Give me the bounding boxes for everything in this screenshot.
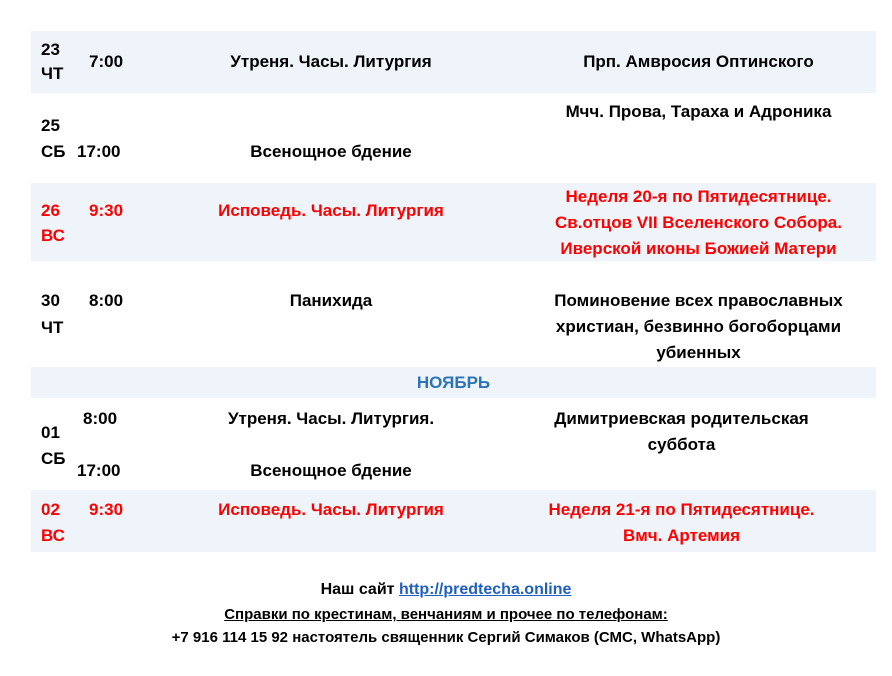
month-header-row — [31, 367, 876, 398]
row-service-second: Всенощное бдение — [250, 461, 412, 480]
schedule-row-23 — [31, 31, 876, 93]
schedule-row-01 — [31, 398, 876, 490]
row-weekday: СБ — [41, 142, 66, 161]
row-weekday: ЧТ — [41, 318, 64, 337]
row-service: Исповедь. Часы. Литургия — [218, 201, 444, 220]
schedule-row-25 — [31, 93, 876, 183]
row-feast-line: Димитриевская родительская — [554, 409, 809, 428]
contact-line — [0, 626, 892, 650]
row-service: Исповедь. Часы. Литургия — [218, 500, 444, 519]
row-weekday: ВС — [41, 226, 65, 245]
site-link[interactable]: http://predtecha.online — [398, 581, 572, 598]
info-text: Справки по крестинам, венчаниям и прочее по телефонам: — [224, 606, 668, 623]
schedule-row-02 — [31, 490, 876, 552]
row-day: 26 — [41, 201, 60, 220]
row-feast-line: Мчч. Прова, Тараха и Адроника — [565, 102, 832, 121]
row-time: 17:00 — [77, 142, 121, 161]
info-line — [0, 603, 892, 627]
schedule-row-26 — [31, 183, 876, 261]
row-feast-line: убиенных — [656, 343, 741, 362]
month-header: НОЯБРЬ — [416, 373, 491, 392]
row-time-second: 17:00 — [77, 461, 121, 480]
row-day: 30 — [41, 291, 60, 310]
row-feast-line: Неделя 21-я по Пятидесятнице. — [548, 500, 815, 519]
row-day: 23 — [41, 40, 60, 59]
row-feast-line: Иверской иконы Божией Матери — [560, 239, 837, 258]
row-feast-line: Неделя 20-я по Пятидесятнице. — [565, 187, 832, 206]
row-weekday: ЧТ — [41, 64, 64, 83]
row-time: 8:00 — [89, 291, 124, 310]
row-feast-line: Св.отцов VII Вселенского Собора. — [555, 213, 842, 232]
row-day: 01 — [41, 423, 60, 442]
row-weekday: СБ — [41, 449, 66, 468]
row-feast-line: суббота — [647, 435, 716, 454]
row-feast-line: Вмч. Артемия — [622, 526, 741, 545]
row-feast-line: Прп. Амвросия Оптинского — [583, 52, 814, 71]
row-service: Панихида — [289, 291, 373, 310]
contact-text: +7 916 114 15 92 настоятель священник Сергий Симаков (СМС, WhatsApp) — [171, 629, 721, 646]
row-weekday: ВС — [41, 526, 65, 545]
schedule-row-30 — [31, 261, 876, 366]
row-day: 25 — [41, 116, 60, 135]
row-time: 9:30 — [89, 500, 124, 519]
row-service: Утреня. Часы. Литургия — [230, 52, 432, 71]
row-service: Утреня. Часы. Литургия. — [227, 409, 435, 428]
row-time: 8:00 — [83, 409, 118, 428]
row-feast-line: христиан, безвинно богоборцами — [555, 317, 842, 336]
site-label: Наш сайт — [320, 581, 395, 598]
row-service: Всенощное бдение — [250, 142, 412, 161]
row-day: 02 — [41, 500, 60, 519]
row-time: 7:00 — [89, 52, 124, 71]
site-line — [0, 578, 892, 602]
row-time: 9:30 — [89, 201, 124, 220]
row-feast-line: Поминовение всех православных — [554, 291, 843, 310]
